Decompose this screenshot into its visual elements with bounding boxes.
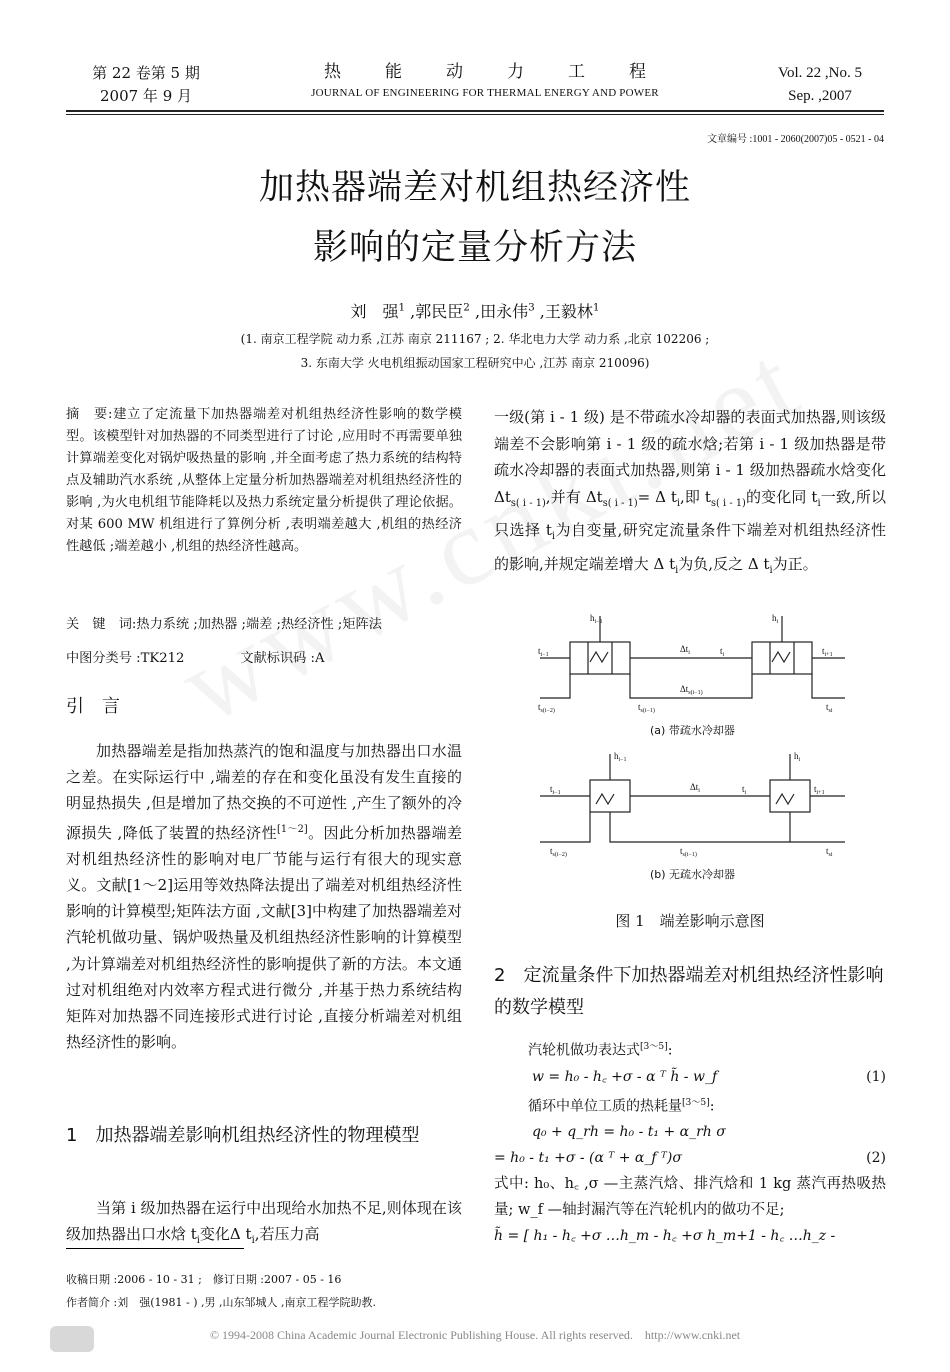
svg-text:Δts(i−1): $\Delta t_{s(i-1)}$ — [680, 684, 703, 696]
section-1-text-b: 变化Δ t — [199, 1225, 252, 1243]
header-rule-thin — [66, 114, 884, 115]
rp-text-2: ,并有 Δt — [545, 487, 603, 506]
svg-text:ti: $t_i$ — [720, 646, 725, 658]
date-en: Sep. ,2007 — [788, 88, 852, 104]
footnote — [66, 1268, 376, 1314]
diagram-b-label: (b) 无疏水冷却器 — [650, 868, 736, 881]
rp-text-4: ,即 t — [680, 487, 711, 506]
author-2: 郭民臣 — [415, 302, 464, 321]
section-2-body — [494, 1034, 886, 1249]
svg-text:ti: $t_i$ — [742, 784, 747, 796]
svg-text:Δti: $\Delta t_i$ — [680, 644, 690, 656]
author-3-affil: 3 — [528, 301, 535, 314]
heater-b-right — [770, 780, 810, 812]
section-1-paragraph: 当第 i 级加热器在运行中出现给水加热不足,则体现在该级加热器出口水焓 $t_i$变化Δ $t_i$,若压力高 — [66, 1199, 462, 1246]
equation-1 — [494, 1064, 886, 1090]
rp-sub-1: s( i - 1) — [510, 497, 546, 509]
classification — [66, 646, 462, 672]
keywords-label: 关 键 词: — [66, 617, 137, 632]
equation-3: h̃ = [ h₁ - h꜀ +σ …h_m - h꜀ +σ h_m+1 - h꜀ …h_z - — [494, 1228, 836, 1245]
svg-text:ts(i−2): $t_{s(i-2)}$ — [538, 702, 555, 714]
rp-text-6: 一致,所以只选择 t — [494, 487, 886, 539]
diagram-a-label: (a) 带疏水冷却器 — [650, 724, 735, 737]
copyright-notice: © 1994-2008 China Academic Journal Electronic Publishing House. All rights reserved. http://www.cnki.net — [209, 1328, 741, 1342]
svg-text:ti−1: $t_{i-1}$ — [550, 784, 561, 796]
diagram-b — [540, 751, 845, 881]
intro-text: 加热器端差是指加热蒸汽的饱和温度与加热器出口水温之差。在实际运行中 ,端差的存在和变化虽没有发生直接的明显热损失 ,但是增加了热交换的不可逆性 ,产生了额外的冷源损失 ,降低了装置的热经济性 — [66, 742, 462, 842]
rp-sub-3: s( i - 1) — [710, 497, 746, 509]
svg-text:tsi: $t_{si}$ — [826, 846, 833, 858]
author-1: 刘 强 — [350, 302, 399, 321]
section-1-text: 当第 i 级加热器在运行中出现给水加热不足,则体现在该级加热器出口水焓 t — [66, 1199, 462, 1243]
heater-b-left-coil — [596, 794, 614, 804]
abstract-text: 建立了定流量下加热器端差对机组热经济性影响的数学模型。该模型针对加热器的不同类型进行了讨论 ,应用时不再需要单独计算端差变化对锅炉吸热量的影响 ,并全面考虑了热力系统的结构特点及辅助汽水系统 ,从整体上定量分析加热器端差对机组热经济性的影响 ,为火电机组节能降耗以及热力系统定量分析提供了理论依据。对某 600 MW 机组进行了算例分析 ,表明端差越大 ,机组的热经济性越低 ;端差越小 ,机组的热经济性越高。 — [66, 407, 462, 554]
svg-text:Δti: $\Delta t_i$ — [690, 782, 700, 794]
intro-heading: 引言 — [66, 696, 138, 717]
journal-name-en: JOURNAL OF ENGINEERING FOR THERMAL ENERGY AND POWER — [311, 87, 659, 99]
figure-1-caption: 图 1 端差影响示意图 — [615, 912, 765, 930]
title-line-1: 加热器端差对机组热经济性 — [258, 168, 691, 208]
abstract — [66, 404, 462, 558]
abstract-label: 摘 要: — [66, 407, 113, 422]
rp-text: 一级(第 i - 1 级) 是不带疏水冷却器的表面式加热器,则该级端差不会影响第 i - 1 级的疏水焓;若第 i - 1 级加热器是带疏水冷却器的表面式加热器,则第 i - 1 级加热器疏水焓变化 Δt — [494, 408, 886, 506]
volume-en: Vol. 22 ,No. 5 — [778, 65, 862, 81]
rp-text-8: 为负,反之 Δ t — [678, 554, 770, 573]
svg-text:hi−1: $h_{i-1}$ — [590, 613, 603, 625]
equation-2-number: (2) — [866, 1150, 886, 1167]
footnote-author: 作者简介 :刘 强(1981 - ) ,男 ,山东邹城人 ,南京工程学院助教. — [66, 1296, 376, 1309]
eq-intro-1: 汽轮机做功表达式[3～5]: — [528, 1042, 673, 1059]
right-paragraph: 一级(第 i - 1 级) 是不带疏水冷却器的表面式加热器,则该级端差不会影响第 i - 1 级的疏水焓;若第 i - 1 级加热器是带疏水冷却器的表面式加热器,则第 i - 1 级加热器疏水焓变化 $\Delta t_{s( i - 1)}$,并有 $\Delta t_{s( i - 1)}= \Delta$ $t_i$,即 $t_{s( i - 1)}$的变化同 $t_i$一致,所以只选择 $t_i$为自变量,研究定流量条件下端差对机组热经济性的影响,并规定端差增大 Δ $t_i$为负,反之 Δ $t_i$为正。 — [494, 408, 886, 576]
header-volume-en — [740, 62, 900, 108]
keywords-text: 热力系统 ;加热器 ;端差 ;热经济性 ;矩阵法 — [136, 617, 382, 632]
affiliation-line-1: (1. 南京工程学院 动力系 ,江苏 南京 211167 ; 2. 华北电力大学 动力系 ,北京 102206 ; — [240, 332, 710, 346]
author-list: 刘 强$^1$ ,郭民臣$^2$ ,田永伟$^3$ ,王毅林$^1$ — [350, 301, 600, 321]
drain-a-out — [812, 674, 845, 698]
author-2-affil: 2 — [463, 301, 470, 314]
eq-intro-2: 循环中单位工质的热耗量[3～5]: — [528, 1097, 715, 1115]
intro-paragraph — [66, 738, 462, 1055]
svg-text:ts(i−1): $t_{s(i-1)}$ — [638, 702, 655, 714]
svg-text:ts(i−1): $t_{s(i-1)}$ — [680, 846, 697, 858]
author-1-affil: 1 — [398, 301, 406, 314]
svg-text:tsi: $t_{si}$ — [826, 702, 833, 714]
rp-text-7: 为自变量,研究定流量条件下端差对机组热经济性的影响,并规定端差增大 Δ t — [494, 521, 886, 573]
section-1-text-c: ,若压力高 — [254, 1225, 320, 1243]
journal-name-cn: 热能动力工程 — [324, 62, 690, 82]
journal-name — [255, 60, 715, 102]
footnote-dates: 收稿日期 :2006 - 10 - 31 ; 修订日期 :2007 - 05 - 16 — [66, 1273, 342, 1286]
document-code: 文献标识码 :A — [240, 651, 325, 666]
svg-text:ti+1: $t_{i+1}$ — [822, 646, 833, 658]
heater-b-right-coil — [776, 794, 794, 804]
date-cn: 2007 年 9 月 — [99, 87, 193, 105]
rp-sub-2: s( i - 1) — [602, 497, 638, 509]
svg-text:hi: $h_i$ — [794, 751, 801, 763]
clc-number: 中图分类号 :TK212 — [66, 651, 185, 666]
heater-a-right-coil — [772, 652, 790, 662]
svg-text:ti−1: $t_{i-1}$ — [538, 646, 549, 658]
intro-ref: [1～2] — [277, 823, 308, 835]
footnote-rule — [66, 1248, 244, 1249]
paper-title — [0, 158, 950, 278]
keywords — [66, 612, 462, 638]
drain-b-left-in — [540, 812, 590, 842]
svg-text:ts(i−2): $t_{s(i-2)}$ — [550, 846, 567, 858]
author-4: 王毅林 — [544, 302, 593, 321]
equation-2b-text: = h₀ - t₁ +σ - (α ᵀ + α_f ᵀ)σ — [494, 1150, 682, 1167]
section-1-heading: 1 加热器端差影响机组热经济性的物理模型 — [66, 1125, 420, 1146]
heater-a-left-coil — [590, 652, 608, 662]
header-rule-thick — [66, 110, 884, 112]
rp-text-5: 的变化同 t — [745, 487, 818, 506]
equation-2b — [494, 1145, 886, 1171]
rp-text-9: 为正。 — [772, 554, 818, 573]
rp-text-3: = Δ t — [637, 487, 677, 506]
drain-b-mid — [610, 812, 790, 842]
intro-text-2: 。因此分析加热器端差对机组热经济性的影响对电厂节能与运行有很大的现实意义。文献[1～2]运用等效热降法提出了端差对机组热经济性影响的计算模型;矩阵法方面 ,文献[3]中构建了加热器端差对汽轮机做功量、锅炉吸热量及机组热经济性影响的计算模型 ,为计算端差对机组热经济性的影响提供了新的方法。本文通过对机组绝对内效率方程式进行微分 ,并基于热力系统结构矩阵对加热器不同连接形式进行讨论 ,直接分析端差对机组热经济性的影响。 — [66, 823, 462, 1052]
equation-2a: q₀ + q_rh = h₀ - t₁ + α_rh σ — [532, 1124, 726, 1141]
svg-text:ti+1: $t_{i+1}$ — [814, 784, 825, 796]
article-number: 文章编号 :1001 - 2060(2007)05 - 0521 - 04 — [707, 134, 884, 145]
diagram-a — [538, 613, 845, 737]
author-3: 田永伟 — [480, 302, 529, 321]
header-volume-cn — [66, 62, 226, 108]
volume-cn: 第 22 卷第 5 期 — [92, 64, 200, 82]
affiliations — [0, 327, 950, 375]
title-line-2: 影响的定量分析方法 — [312, 228, 637, 268]
svg-text:hi: $h_i$ — [772, 613, 779, 625]
equation-where: 式中: h₀、h꜀ ,σ —主蒸汽焓、排汽焓和 1 kg 蒸汽再热吸热量; w_f —轴封漏汽等在汽轮机内的做功不足; — [494, 1176, 886, 1219]
section-2-heading: 2 定流量条件下加热器端差对机组热经济性影响的数学模型 — [494, 965, 884, 1018]
figure-1-diagram — [530, 612, 860, 902]
affiliation-line-2: 3. 东南大学 火电机组振动国家工程研究中心 ,江苏 南京 210096) — [300, 356, 650, 370]
svg-text:hi−1: $h_{i-1}$ — [614, 751, 627, 763]
equation-1-number: (1) — [866, 1068, 886, 1085]
heater-b-left — [590, 780, 630, 812]
equation-1-text: w = h₀ - h꜀ +σ - α ᵀ h̃ - w_f — [532, 1068, 718, 1085]
author-4-affil: 1 — [592, 301, 600, 314]
drain-a-left-in — [540, 674, 570, 698]
